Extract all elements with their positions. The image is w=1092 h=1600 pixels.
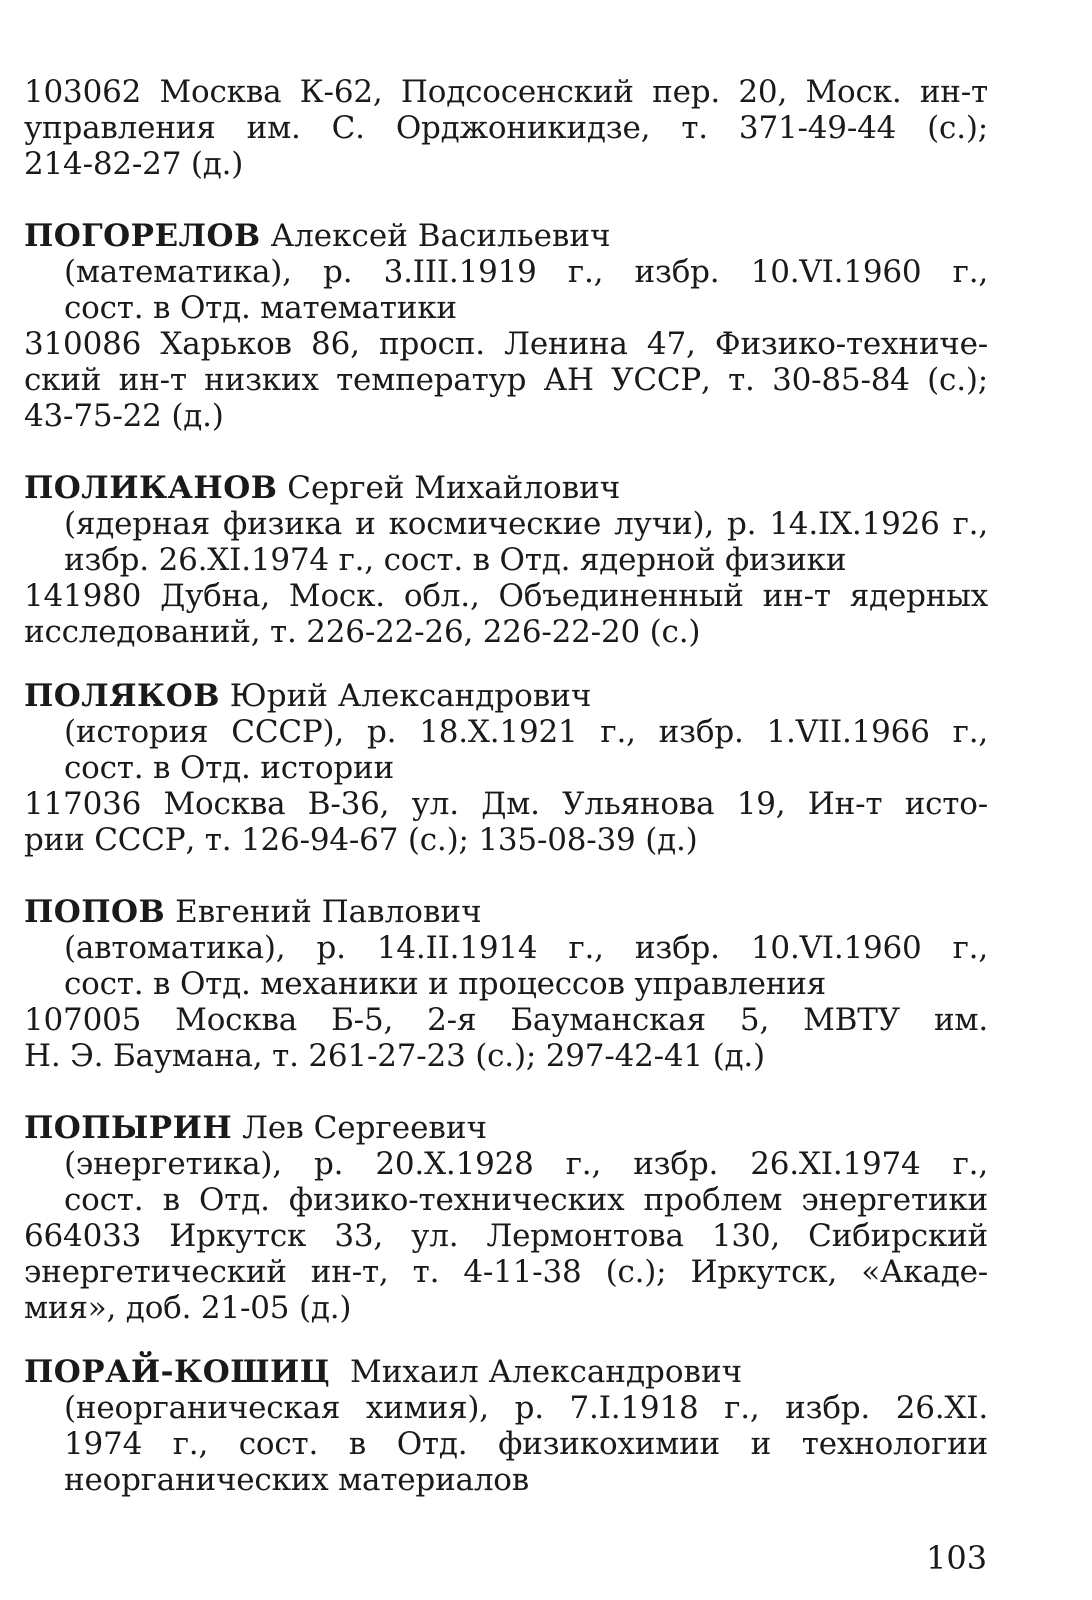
address-line: 107005 Москва Б-5, 2-я Бауманская 5, МВТУ им. [24, 1002, 988, 1038]
info-line: (неорганическая химия), р. 7.I.1918 г., избр. 26.XI. [64, 1390, 988, 1426]
surname: ПОГОРЕЛОВ [24, 218, 261, 254]
address-line: 103062 Москва К-62, Подсосенский пер. 20, Моск. ин-т [24, 74, 988, 110]
entry-heading [24, 218, 988, 254]
address-line: энергетический ин-т, т. 4-11-38 (с.); Иркутск, «Акаде- [24, 1254, 988, 1290]
entry-popov [24, 894, 988, 1074]
info-line: сост. в Отд. механики и процессов управления [64, 966, 827, 1002]
address-line: исследований, т. 226-22-26, 226-22-20 (с.) [24, 614, 701, 650]
surname: ПОЛЯКОВ [24, 678, 220, 714]
address-line: ский ин-т низких температур АН УССР, т. 30-85-84 (с.); [24, 362, 988, 398]
entry-polikanov [24, 470, 988, 650]
info-line: (автоматика), р. 14.II.1914 г., избр. 10.VI.1960 г., [64, 930, 988, 966]
entry-popyrin [24, 1110, 988, 1326]
address-line: 141980 Дубна, Моск. обл., Объединенный ин-т ядерных [24, 578, 988, 614]
surname: ПОПОВ [24, 894, 166, 930]
address-line: 310086 Харьков 86, просп. Ленина 47, Физико-техниче- [24, 326, 988, 362]
info-line: сост. в Отд. математики [64, 290, 457, 326]
entry-heading [24, 678, 988, 714]
entry-polyakov [24, 678, 988, 858]
info-line: сост. в Отд. физико-технических проблем энергетики [64, 1182, 988, 1218]
address-line: рии СССР, т. 126-94-67 (с.); 135-08-39 (д.) [24, 822, 698, 858]
entry-porai-koshits [24, 1354, 988, 1498]
entry-continuation [24, 74, 988, 182]
address-line: 43-75-22 (д.) [24, 398, 224, 434]
info-line: (математика), р. 3.III.1919 г., избр. 10.VI.1960 г., [64, 254, 988, 290]
given-names: Михаил Александрович [349, 1354, 743, 1390]
surname: ПОЛИКАНОВ [24, 470, 278, 506]
entry-heading [24, 894, 988, 930]
address-line: 664033 Иркутск 33, ул. Лермонтова 130, Сибирский [24, 1218, 988, 1254]
given-names: Юрий Александрович [229, 678, 592, 714]
address-line: 214-82-27 (д.) [24, 146, 244, 182]
address-line: Н. Э. Баумана, т. 261-27-23 (с.); 297-42-41 (д.) [24, 1038, 765, 1074]
address-line: мия», доб. 21-05 (д.) [24, 1290, 352, 1326]
address-line: 117036 Москва В-36, ул. Дм. Ульянова 19, Ин-т исто- [24, 786, 988, 822]
surname: ПОПЫРИН [24, 1110, 233, 1146]
address-line: управления им. С. Орджоникидзе, т. 371-49-44 (с.); [24, 110, 988, 146]
info-line: (история СССР), р. 18.X.1921 г., избр. 1.VII.1966 г., [64, 714, 988, 750]
given-names: Сергей Михайлович [287, 470, 621, 506]
info-line: неорганических материалов [64, 1462, 530, 1498]
given-names: Алексей Васильевич [270, 218, 611, 254]
entry-pogorelov [24, 218, 988, 434]
surname: ПОРАЙ-КОШИЦ [24, 1354, 331, 1390]
entry-heading [24, 1354, 988, 1390]
info-line: избр. 26.XI.1974 г., сост. в Отд. ядерной физики [64, 542, 847, 578]
info-line: сост. в Отд. истории [64, 750, 394, 786]
info-line: 1974 г., сост. в Отд. физикохимии и технологии [64, 1426, 988, 1462]
info-line: (ядерная физика и космические лучи), р. 14.IX.1926 г., [64, 506, 988, 542]
given-names: Евгений Павлович [175, 894, 482, 930]
entry-heading [24, 1110, 988, 1146]
page-number: 103 [926, 1539, 988, 1577]
entry-heading [24, 470, 988, 506]
directory-page [24, 74, 988, 1498]
info-line: (энергетика), р. 20.X.1928 г., избр. 26.XI.1974 г., [64, 1146, 988, 1182]
given-names: Лев Сергеевич [242, 1110, 488, 1146]
